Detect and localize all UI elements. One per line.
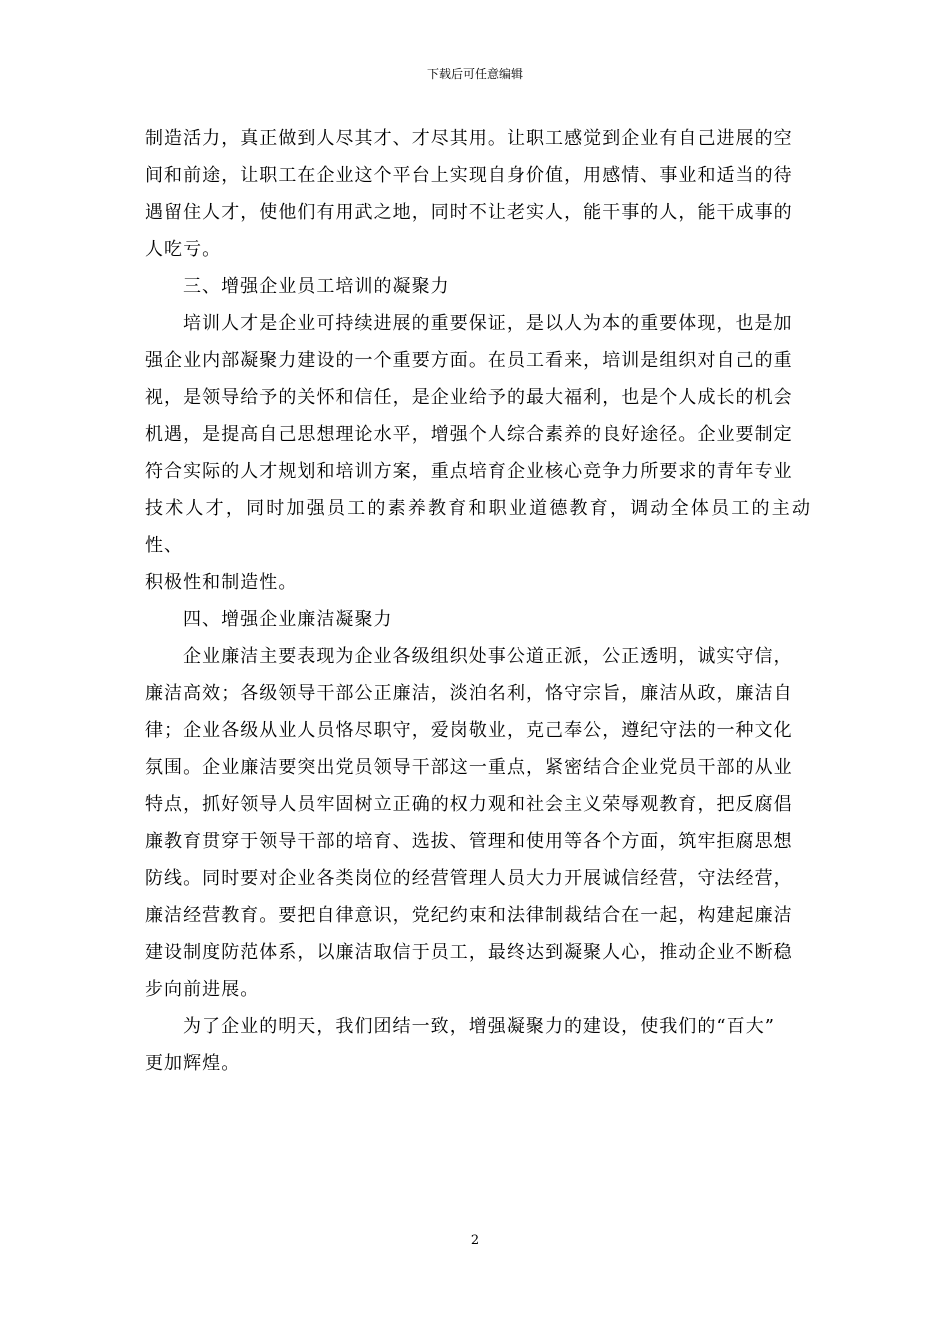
page-number: 2 (470, 1233, 480, 1248)
paragraph-conclusion: 为了企业的明天，我们团结一致，增强凝聚力的建设，使我们的“百大” 更加辉煌。 (145, 1016, 776, 1074)
paragraph-training: 培训人才是企业可持续进展的重要保证，是以人为本的重要体现，也是加 强企业内部凝聚力建设的一个重要方面。在员工看来，培训是组织对自己的重 视，是领导给予的关怀和信任，是企业给予的最大福利，也是个人成长的机会 机遇，是提高自己思想理论水平，增强个人综合素养的良好途径。企业要制定 符合实际的人才规划和培训方案，重点培育企业核心竞争力所要求的青年专业 技术人才，同时加强员工的素养教育和职业道德教育，调动全体员工的主动性、 积极性和制造性。 (145, 313, 811, 593)
section-heading-3: 三、增强企业员工培训的凝聚力 (183, 276, 450, 297)
paragraph-continuation: 制造活力，真正做到人尽其才、才尽其用。让职工感觉到企业有自己进展的空 间和前途，让职工在企业这个平台上实现自身价值，用感情、事业和适当的待 遇留住人才，使他们有用武之地，同时不让老实人，能干事的人，能干成事的 人吃亏。 (145, 128, 793, 260)
page-header: 下载后可任意编辑 (426, 67, 523, 81)
paragraph-integrity: 企业廉洁主要表现为企业各级组织处事公道正派，公正透明，诚实守信， 廉洁高效；各级领导干部公正廉洁，淡泊名利，恪守宗旨，廉洁从政，廉洁自 律；企业各级从业人员恪尽职守，爱岗敬业，克己奉公，遵纪守法的一种文化 氛围。企业廉洁要突出党员领导干部这一重点，紧密结合企业党员干部的从业 特点，抓好领导人员牢固树立正确的权力观和社会主义荣辱观教育，把反腐倡 廉教育贯穿于领导干部的培育、选拔、管理和使用等各个方面，筑牢拒腐思想 防线。同时要对企业各类岗位的经营管理人员大力开展诚信经营，守法经营， 廉洁经营教育。要把自律意识，党纪约束和法律制裁结合在一起，构建起廉洁 建设制度防范体系，以廉洁取信于员工，最终达到凝聚人心，推动企业不断稳 步向前进展。 (145, 646, 793, 1000)
body-text (145, 120, 811, 1082)
section-heading-4: 四、增强企业廉洁凝聚力 (183, 609, 393, 630)
